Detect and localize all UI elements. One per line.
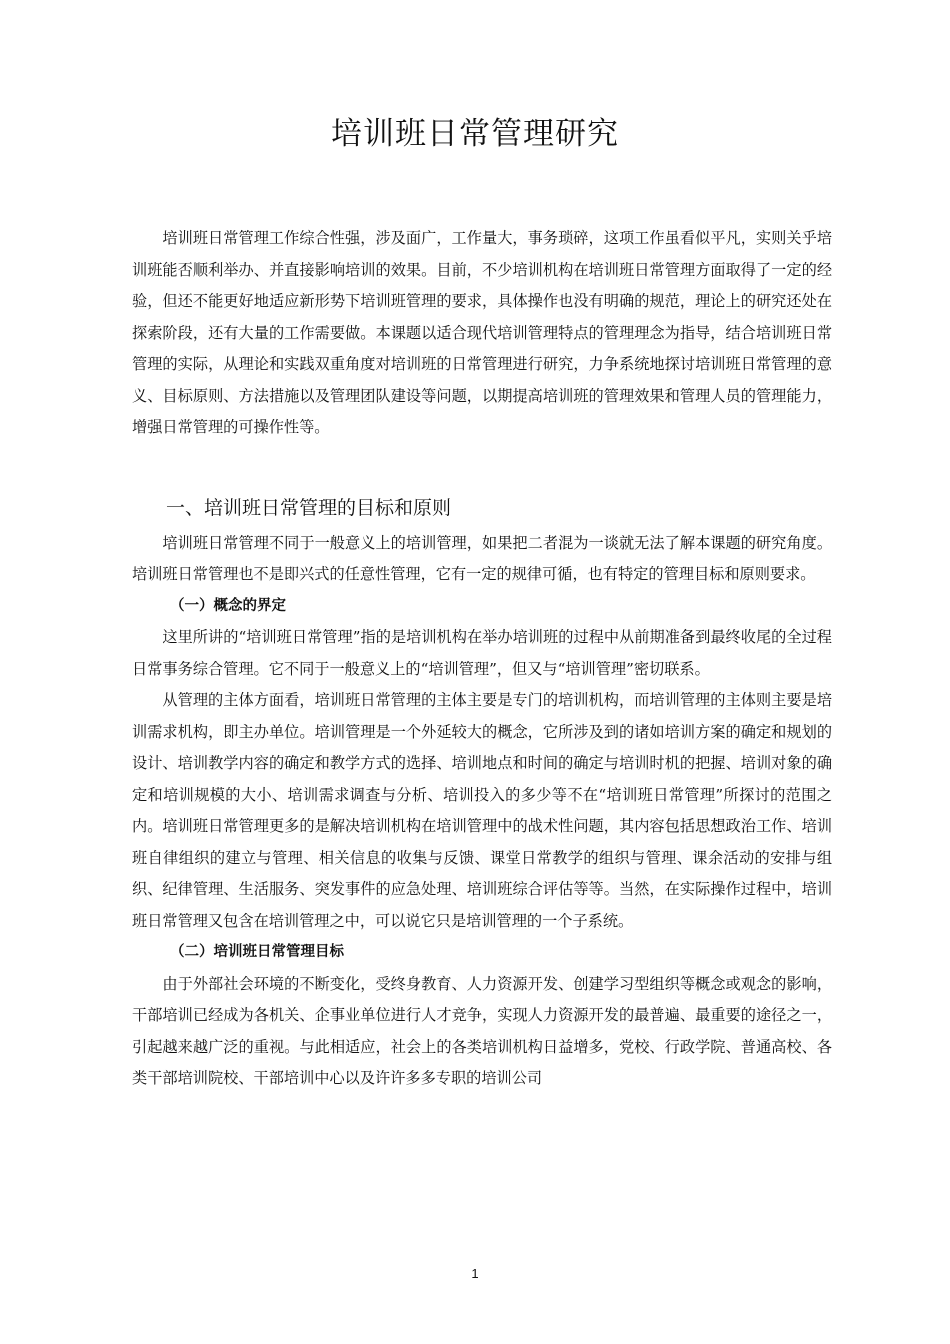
subsection-heading: （一）概念的界定 xyxy=(170,597,286,614)
intro-paragraph: 培训班日常管理工作综合性强，涉及面广，工作量大，事务琐碎，这项工作虽看似平凡，实则关乎培训班能否顺利举办、并直接影响培训的效果。目前，不少培训机构在培训班日常管理方面取得了一定的经验，但还不能更好地适应新形势下培训班管理的要求，具体操作也没有明确的规范，理论上的研究还处在探索阶段，还有大量的工作需要做。本课题以适合现代培训管理特点的管理理念为指导，结合培训班日常管理的实际，从理论和实践双重角度对培训班的日常管理进行研究，力争系统地探讨培训班日常管理的意义、目标原则、方法措施以及管理团队建设等问题，以期提高培训班的管理效果和管理人员的管理能力，增强日常管理的可操作性等。 xyxy=(132,229,832,436)
section-spacer xyxy=(132,444,832,488)
document-title: 培训班日常管理研究 xyxy=(331,116,619,152)
subsection-paragraph: 这里所讲的“培训班日常管理”指的是培训机构在举办培训班的过程中从前期准备到最终收尾的全过程日常事务综合管理。它不同于一般意义上的“培训管理”，但又与“培训管理”密切联系。 xyxy=(132,628,832,678)
subsection-heading: （二）培训班日常管理目标 xyxy=(170,944,344,960)
section-heading: 一、培训班日常管理的目标和原则 xyxy=(166,496,452,519)
subsection-paragraph: 由于外部社会环境的不断变化，受终身教育、人力资源开发、创建学习型组织等概念或观念的影响，干部培训已经成为各机关、企事业单位进行人才竞争，实现人力资源开发的最普遍、最重要的途径之一，引起越来越广泛的重视。与此相适应，社会上的各类培训机构日益增多，党校、行政学院、普通高校、各类干部培训院校、干部培训中心以及许许多多专职的培训公司 xyxy=(132,974,832,1087)
section-paragraph: 培训班日常管理不同于一般意义上的培训管理，如果把二者混为一谈就无法了解本课题的研究角度。培训班日常管理也不是即兴式的任意性管理，它有一定的规律可循，也有特定的管理目标和原则要求。 xyxy=(132,533,832,583)
document-body xyxy=(132,223,832,1095)
page-number: 1 xyxy=(471,1266,479,1281)
subsection-paragraph: 从管理的主体方面看，培训班日常管理的主体主要是专门的培训机构，而培训管理的主体则主要是培训需求机构，即主办单位。培训管理是一个外延较大的概念，它所涉及到的诸如培训方案的确定和规划的设计、培训教学内容的确定和教学方式的选择、培训地点和时间的确定与培训时机的把握、培训对象的确定和培训规模的大小、培训需求调查与分析、培训投入的多少等不在“培训班日常管理”所探讨的范围之内。培训班日常管理更多的是解决培训机构在培训管理中的战术性问题，其内容包括思想政治工作、培训班自律组织的建立与管理、相关信息的收集与反馈、课堂日常教学的组织与管理、课余活动的安排与组织、纪律管理、生活服务、突发事件的应急处理、培训班综合评估等等。当然，在实际操作过程中，培训班日常管理又包含在培训管理之中，可以说它只是培训管理的一个子系统。 xyxy=(132,691,832,930)
